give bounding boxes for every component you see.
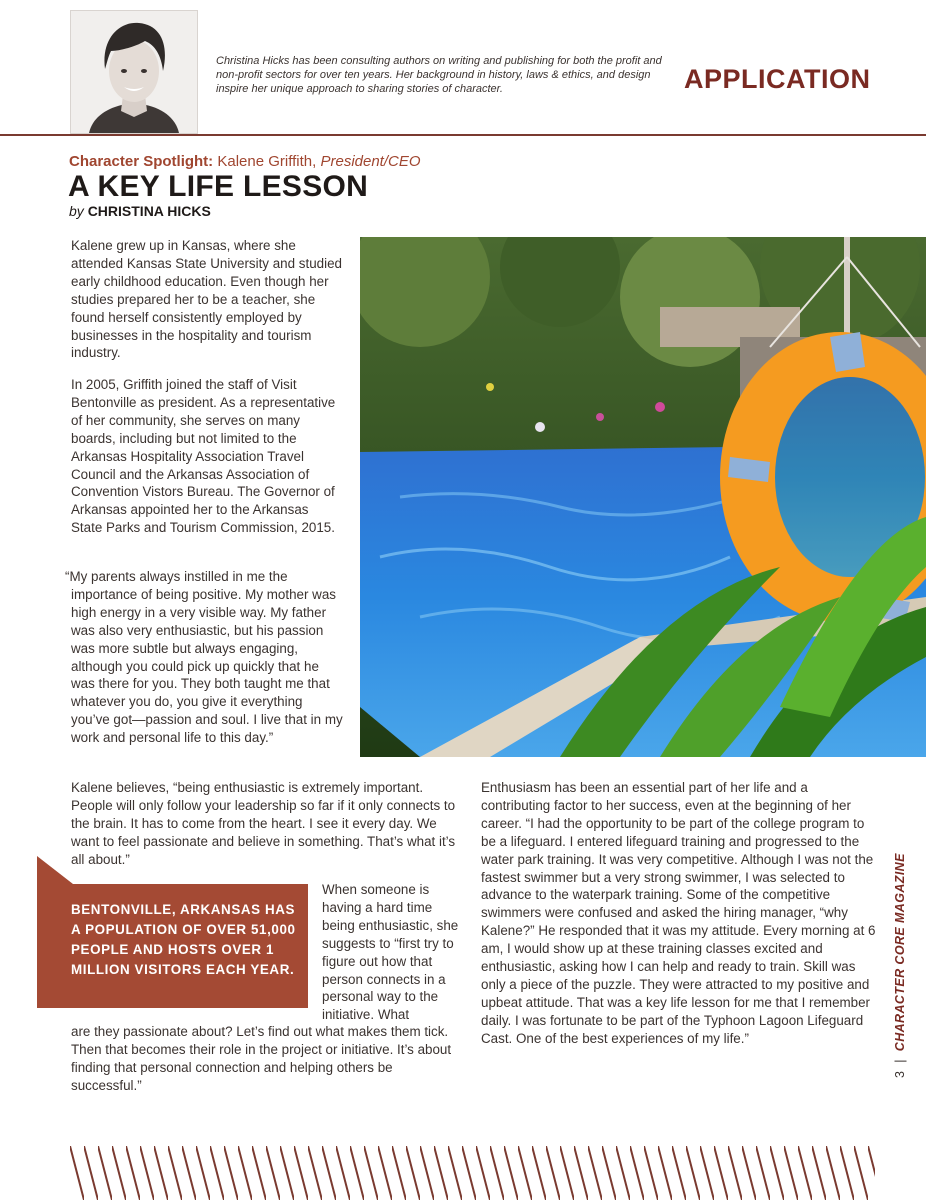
- pool-photo: [360, 237, 926, 757]
- byline-prefix: by: [69, 203, 84, 219]
- folio-separator: |: [893, 1059, 907, 1063]
- magazine-folio: [893, 853, 907, 1078]
- byline-author: CHRISTINA HICKS: [87, 203, 211, 219]
- header-divider: [0, 134, 926, 136]
- paragraph-6: Enthusiasm has been an essential part of her life and a contributing factor to her success, even at the beginning of her career. “I had the opportunity to be part of the college program to be a lifeguard. I entered lifeguard training and progressed to the water park training. It was very competitive. Although I was not the fastest swimmer but a very strong swimmer, I was selected to advance to the waterpark training. Some of the competitive swimmers were confused and asked the hiring manager, “why Kalene?” He responded that it was my attitude. Every morning at 6 am, I would show up at these training classes excited and enthusiastic, asking how I can help and ready to train. Skill was only a piece of the puzzle. They were attracted to my positive and upbeat attitude. That was a key life lesson for me that I remember daily. I was fortunate to be part of the Typhoon Lagoon Lifeguard Cast. One of the best experiences of my life.”: [481, 780, 876, 1046]
- paragraph-1: Kalene grew up in Kansas, where she attended Kansas State University and studied early childhood education. Even though her studies prepared her to be a teacher, she found herself consistently employed by businesses in the hospitality and tourism industry.: [71, 238, 342, 361]
- callout-text: BENTONVILLE, ARKANSAS HAS A POPULATION OF OVER 51,000 PEOPLE AND HOSTS OVER 1 MILLION VISITORS EACH YEAR.: [71, 902, 296, 977]
- spotlight-role: President/CEO: [320, 153, 421, 170]
- paragraph-5-wrap: When someone is having a hard time being enthusiastic, she suggests to “first try to figure out how that person connects in a personal way to the initiative. What: [322, 882, 459, 1023]
- magazine-name: CHARACTER CORE MAGAZINE: [893, 853, 907, 1052]
- page-number: 3: [893, 1070, 907, 1078]
- paragraph-2: In 2005, Griffith joined the staff of Visit Bentonville as president. As a representative of her community, she serves on many boards, including but not limited to the Arkansas Hospitality Association Travel Council and the Arkansas Association of Convention Vistors Bureau. The Governor of Arkansas appointed her to the Arkansas State Parks and Tourism Commission, 2015.: [71, 377, 336, 536]
- paragraph-5-rest: are they passionate about? Let’s find out what makes them tick. Then that becomes their role in the project or initiative. It’s about finding that personal connection and helping others be successful.”: [71, 1024, 452, 1093]
- article-title: A KEY LIFE LESSON: [68, 170, 369, 203]
- byline: [69, 203, 211, 219]
- paragraph-4: Kalene believes, “being enthusiastic is extremely important. People will only follow your leadership so far if it only connects to the brain. It has to come from the heart. I see it every day. We want to feel passionate and believe in something. That’s what it’s all about.”: [71, 780, 456, 867]
- spotlight-name: Kalene Griffith,: [217, 153, 317, 170]
- author-bio: Christina Hicks has been consulting authors on writing and publishing for both the profit and non-profit sectors for over ten years. Her background in history, laws & ethics, and design inspire her unique approach to sharing stories of character.: [216, 55, 662, 95]
- spotlight-label: Character Spotlight:: [69, 153, 214, 170]
- decorative-hatch: [70, 1146, 875, 1200]
- author-photo: [70, 10, 198, 134]
- paragraph-3-quote: “My parents always instilled in me the importance of being positive. My mother was high energy in a very visible way. My father was also very enthusiastic, but his passion was more subtle but always engaging, although you could pick up quickly that he was there for you. They both taught me that whatever you do, you give it everything you’ve got—passion and soul. I live that in my work and personal life to this day.”: [65, 569, 343, 746]
- spotlight-line: [69, 153, 421, 170]
- section-label: APPLICATION: [684, 64, 871, 94]
